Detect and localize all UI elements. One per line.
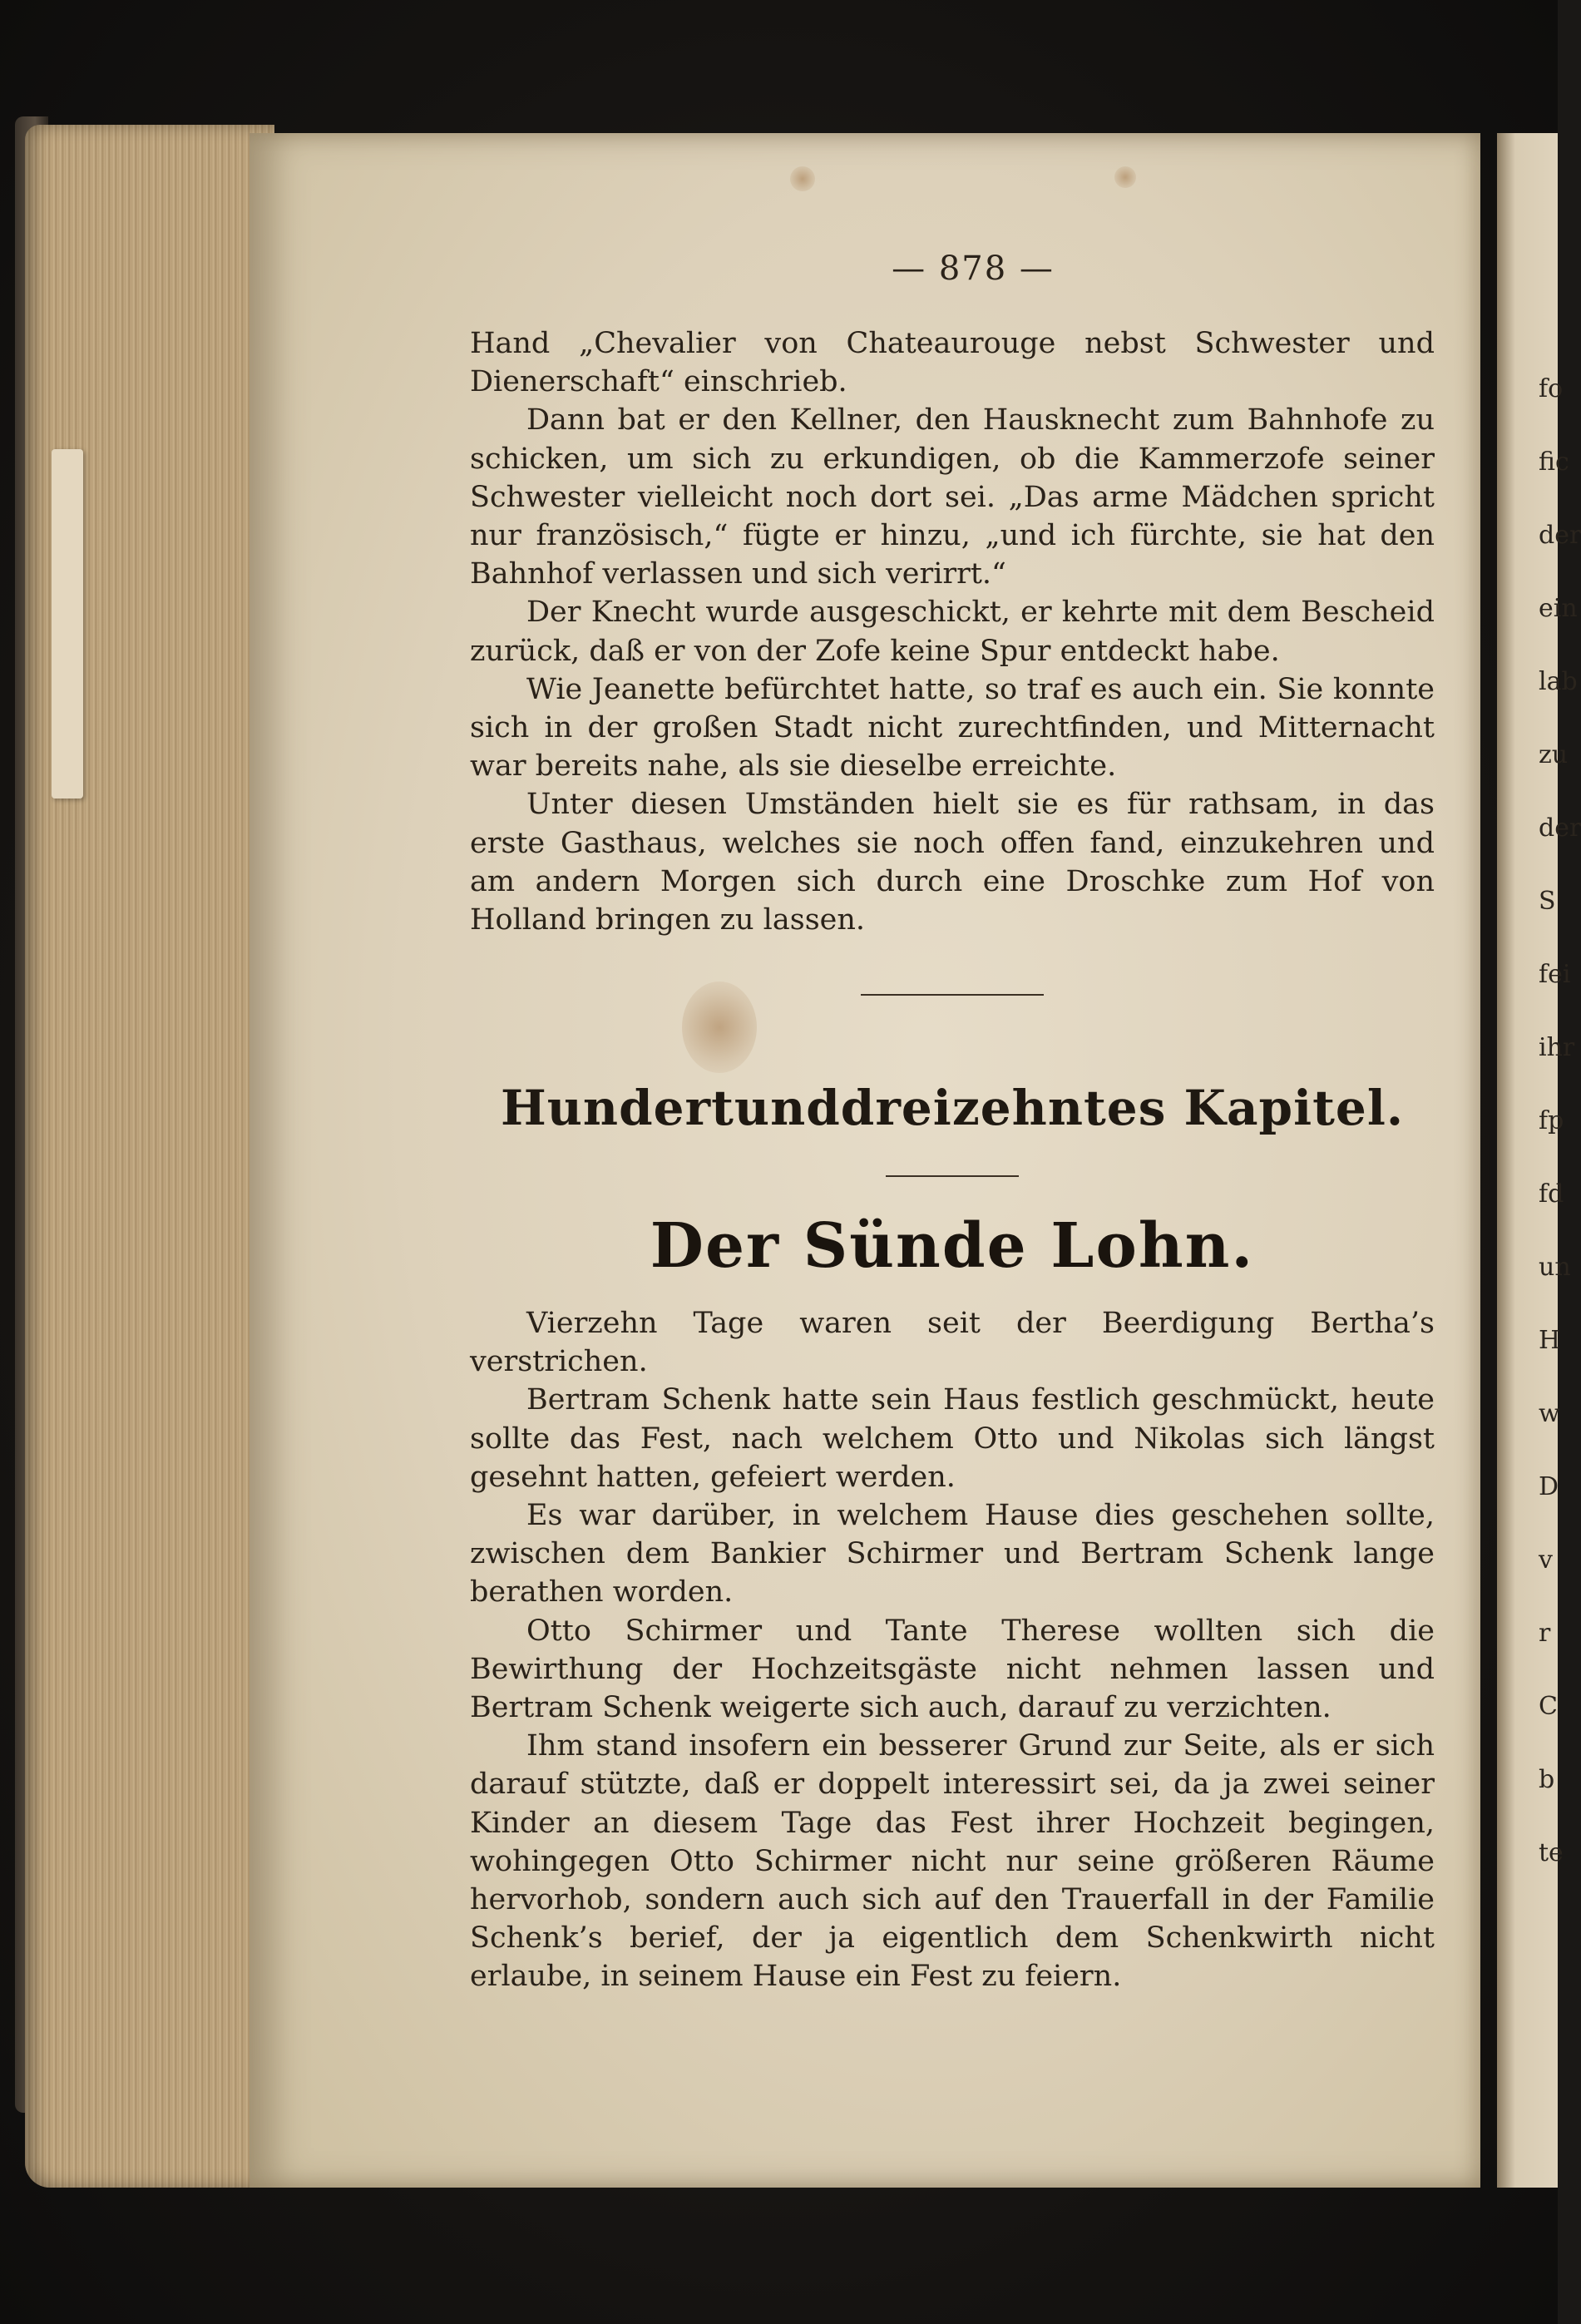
next-page-text-fragment: fic (1539, 447, 1569, 477)
heading-divider (886, 1175, 1019, 1177)
paragraph: Hand „Chevalier von Chateaurouge nebst Schwester und Dienerschaft“ einschrieb. (470, 327, 1435, 399)
next-page-text-fragment: D (1539, 1472, 1559, 1501)
paragraph: Bertram Schenk hatte sein Haus festlich geschmückt, heute sollte das Fest, nach welchem Otto und Nikolas sich längst gesehnt hatten, gefeiert werden. (470, 1383, 1435, 1494)
page-number: — 878 — (892, 250, 1055, 288)
next-page-text-fragment: C (1539, 1692, 1558, 1721)
paragraph: Dann bat er den Kellner, den Hausknecht zum Bahnhofe zu schicken, um sich zu erkundigen, ob die Kammerzofe seiner Schwester vielleicht noch dort sei. „Das arme Mädchen spricht nur französisch,“ fügte er hinzu, „und ich fürchte, sie hat den Bahnhof verlassen und sich verirrt.“ (470, 403, 1435, 591)
next-page-text-fragment: der (1539, 813, 1581, 843)
section-divider (861, 994, 1044, 996)
next-page-text-fragment: un (1539, 1253, 1571, 1282)
text-block-top (470, 324, 1435, 939)
next-page-text-fragment: w (1539, 1399, 1560, 1428)
next-page-text-fragment: te (1539, 1838, 1564, 1867)
next-page-text-fragment: lab (1539, 667, 1578, 696)
text-block-bottom (470, 1304, 1435, 1996)
chapter-heading: Hundertunddreizehntes Kapitel. (500, 1080, 1405, 1136)
paragraph: Der Knecht wurde ausgeschickt, er kehrte mit dem Bescheid zurück, daß er von der Zofe keine Spur entdeckt habe. (470, 596, 1435, 668)
next-page-text-fragment: zu (1539, 740, 1569, 769)
next-page-text-fragment: r (1539, 1619, 1551, 1648)
paper-stain (682, 982, 757, 1073)
next-page-text-fragment: ein (1539, 594, 1578, 623)
next-page-text-fragment: fei (1539, 960, 1571, 989)
paragraph: Es war darüber, in welchem Hause dies geschehen sollte, zwischen dem Bankier Schirmer und Bertram Schenk lange berathen worden. (470, 1499, 1435, 1609)
next-page-text-fragment: fo (1539, 374, 1564, 403)
chapter-title: Der Sünde Lohn. (650, 1210, 1255, 1282)
next-page-text-fragment: der (1539, 521, 1581, 550)
page-edges (25, 125, 274, 2188)
next-page-text-fragment: S (1539, 887, 1556, 916)
paragraph: Ihm stand insofern ein besserer Grund zur Seite, als er sich darauf stützte, daß er doppelt interessirt sei, da ja zwei seiner Kinder an diesem Tage das Fest ihrer Hochzeit begingen, wohingegen Otto Schirmer nicht nur seine größeren Räume hervorhob, sondern auch sich auf den Trauerfall in der Familie Schenk’s berief, der ja eigentlich dem Schenkwirth nicht erlaube, in seinem Hause ein Fest zu feiern. (470, 1729, 1435, 1994)
paragraph: Wie Jeanette befürchtet hatte, so traf es auch ein. Sie konnte sich in der großen Stadt nicht zurechtfinden, und Mitternacht war bereits nahe, als sie dieselbe erreichte. (470, 672, 1435, 784)
next-page-text-fragment: v (1539, 1545, 1553, 1575)
next-page-edge (1497, 133, 1581, 2188)
paper-stain (1114, 166, 1136, 188)
bookmark-strip (52, 449, 83, 799)
next-page-text-fragment: fp (1539, 1106, 1564, 1135)
next-page-text-fragment: H (1539, 1326, 1561, 1355)
next-page-text-fragment: fd (1539, 1179, 1564, 1209)
paragraph: Unter diesen Umständen hielt sie es für rathsam, in das erste Gasthaus, welches sie noch offen fand, einzukehren und am andern Morgen sich durch eine Droschke zum Hof von Holland bringen zu lassen. (470, 788, 1435, 937)
next-page-text-fragment: b (1539, 1765, 1555, 1794)
next-page-text-fragment: ihr (1539, 1033, 1575, 1062)
paragraph: Otto Schirmer und Tante Therese wollten sich die Bewirthung der Hochzeitsgäste nicht nehmen lassen und Bertram Schenk weigerte sich auch, darauf zu verzichten. (470, 1614, 1435, 1725)
paragraph: Vierzehn Tage waren seit der Beerdigung Bertha’s verstrichen. (470, 1307, 1435, 1379)
paper-stain (790, 166, 815, 191)
